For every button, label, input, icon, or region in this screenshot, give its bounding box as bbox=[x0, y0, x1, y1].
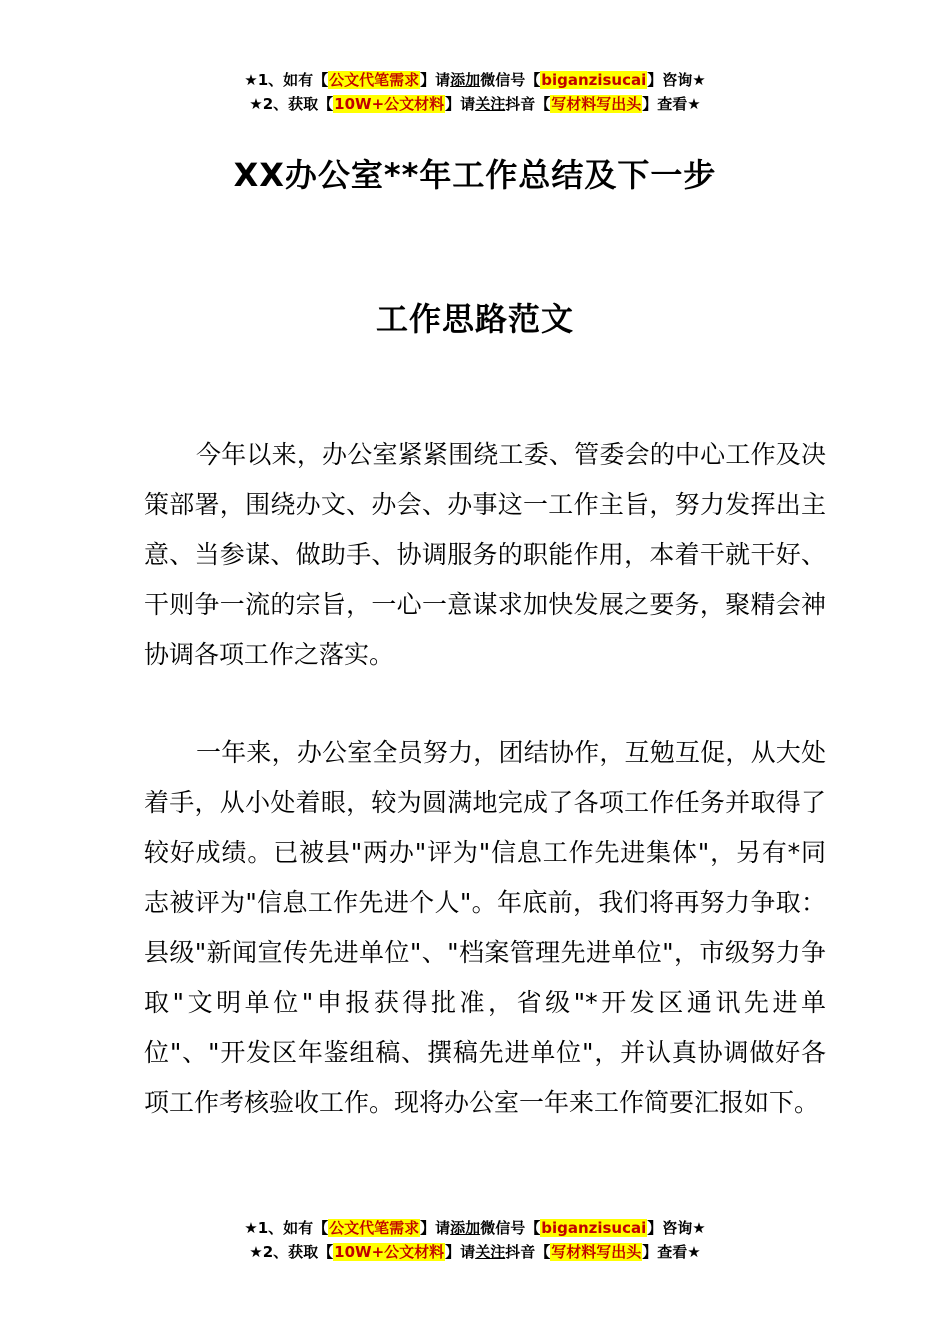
body-paragraph-1: 今年以来，办公室紧紧围绕工委、管委会的中心工作及决策部署，围绕办文、办会、办事这一工作主旨，努力发挥出主意、当参谋、做助手、协调服务的职能作用，本着干就干好、干则争一流的宗旨，一心一意谋求加快发展之要务，聚精会神协调各项工作之落实。 bbox=[144, 440, 826, 669]
banner-line-1 bbox=[0, 68, 950, 92]
star-icon: ★ bbox=[687, 1243, 701, 1261]
banner-text: 微信号【 bbox=[480, 1219, 541, 1237]
banner-emphasis: 添加 bbox=[450, 71, 481, 89]
star-icon: ★ bbox=[249, 1243, 263, 1261]
wechat-id-highlight: biganzisucai bbox=[541, 71, 647, 89]
banner-line-2 bbox=[0, 1240, 950, 1264]
star-icon: ★ bbox=[687, 95, 701, 113]
body-paragraph-2: 一年来，办公室全员努力，团结协作，互勉互促，从大处着手，从小处着眼，较为圆满地完成了各项工作任务并取得了较好成绩。已被县"两办"评为"信息工作先进集体"，另有*同志被评为"信息工作先进个人"。年底前，我们将再努力争取：县级"新闻宣传先进单位"、"档案管理先进单位"，市级努力争取"文明单位"申报获得批准，省级"*开发区通讯先进单位"、"开发区年鉴组稿、撰稿先进单位"，并认真协调做好各项工作考核验收工作。现将办公室一年来工作简要汇报如下。 bbox=[144, 738, 826, 1117]
banner-text: 微信号【 bbox=[480, 71, 541, 89]
banner-text: 1、如有【 bbox=[257, 71, 329, 89]
bottom-banner bbox=[0, 1216, 950, 1264]
banner-text: 】咨询 bbox=[647, 71, 693, 89]
banner-text: 2、获取【 bbox=[262, 95, 334, 113]
banner-emphasis: 添加 bbox=[450, 1219, 481, 1237]
banner-text: 】请 bbox=[420, 1219, 451, 1237]
wechat-id-highlight: biganzisucai bbox=[541, 1219, 647, 1237]
banner-text: 1、如有【 bbox=[257, 1219, 329, 1237]
banner-text: 】请 bbox=[445, 1243, 476, 1261]
douyin-highlight: 写材料写出头 bbox=[551, 95, 642, 113]
star-icon: ★ bbox=[692, 71, 706, 89]
banner-text: 】咨询 bbox=[647, 1219, 693, 1237]
document-title-line-2: 工作思路范文 bbox=[375, 300, 574, 338]
banner-text: 】请 bbox=[420, 71, 451, 89]
service-highlight: 公文代笔需求 bbox=[329, 1219, 420, 1237]
banner-emphasis: 关注 bbox=[475, 95, 506, 113]
douyin-highlight: 写材料写出头 bbox=[551, 1243, 642, 1261]
banner-text: 抖音【 bbox=[505, 95, 551, 113]
banner-text: 】查看 bbox=[642, 1243, 688, 1261]
banner-text: 】查看 bbox=[642, 95, 688, 113]
banner-text: 2、获取【 bbox=[262, 1243, 334, 1261]
star-icon: ★ bbox=[244, 71, 258, 89]
materials-highlight: 10W+公文材料 bbox=[334, 1243, 445, 1261]
service-highlight: 公文代笔需求 bbox=[329, 71, 420, 89]
star-icon: ★ bbox=[244, 1219, 258, 1237]
banner-emphasis: 关注 bbox=[475, 1243, 506, 1261]
materials-highlight: 10W+公文材料 bbox=[334, 95, 445, 113]
banner-line-1 bbox=[0, 1216, 950, 1240]
document-title-line-1: XX办公室**年工作总结及下一步 bbox=[233, 156, 717, 194]
star-icon: ★ bbox=[692, 1219, 706, 1237]
banner-text: 抖音【 bbox=[505, 1243, 551, 1261]
banner-line-2 bbox=[0, 92, 950, 116]
banner-text: 】请 bbox=[445, 95, 476, 113]
star-icon: ★ bbox=[249, 95, 263, 113]
top-banner bbox=[0, 68, 950, 116]
